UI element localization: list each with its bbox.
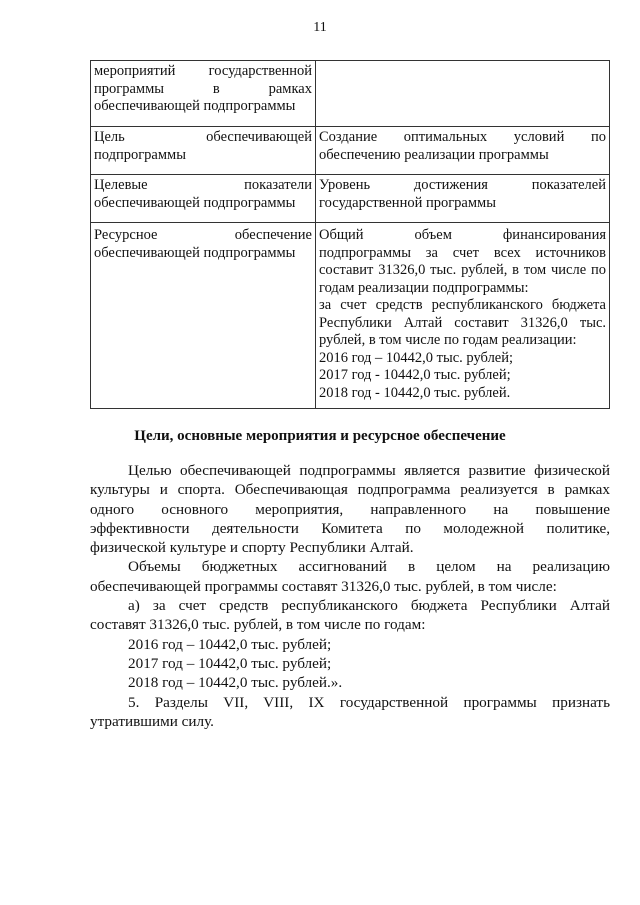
row-value-cell	[316, 61, 610, 127]
year-amount-line: 2018 год – 10442,0 тыс. рублей.».	[128, 674, 343, 692]
cell-text-line: государственной программы	[319, 194, 496, 211]
table-row	[91, 223, 610, 409]
row-label-cell	[91, 175, 316, 223]
row-label-cell	[91, 127, 316, 175]
cell-text-line: Ресурсное обеспечение	[94, 227, 312, 243]
cell-text-line: составит 31326,0 тыс. рублей, в том числе по	[319, 262, 606, 278]
table-row	[91, 127, 610, 175]
table-row	[91, 61, 610, 127]
paragraph-line: обеспечивающей программы составят 31326,0 тыс. рублей, в том числе:	[90, 577, 557, 595]
row-label-cell	[91, 223, 316, 409]
cell-text-line: годам реализации подпрограммы:	[319, 279, 529, 296]
cell-text-line: 2018 год - 10442,0 тыс. рублей.	[319, 384, 511, 401]
cell-text-line: обеспечивающей подпрограммы	[94, 194, 296, 211]
paragraph-line: культуры и спорта. Обеспечивающая подпрограмма реализуется в рамках	[90, 481, 610, 499]
paragraph-line: 5. Разделы VII, VIII, IX государственной программы признать	[128, 693, 610, 711]
cell-text-line: рублей, в том числе по годам реализации:	[319, 332, 577, 348]
paragraph-line: утратившими силу.	[90, 712, 214, 730]
cell-text-line: 2016 год – 10442,0 тыс. рублей;	[319, 349, 514, 366]
row-value-cell	[316, 127, 610, 175]
cell-text-line: за счет средств республиканского бюджета	[319, 297, 606, 313]
cell-text-line: программы в рамках	[94, 80, 312, 97]
paragraph-line: Объемы бюджетных ассигнований в целом на реализацию	[128, 558, 610, 576]
paragraph-line: а) за счет средств республиканского бюджета Республики Алтай	[128, 597, 610, 615]
cell-text-line: Уровень достижения показателей	[319, 177, 606, 193]
year-amount-line: 2016 год – 10442,0 тыс. рублей;	[128, 635, 332, 653]
cell-text-line: подпрограммы	[94, 146, 186, 163]
cell-text-line: 2017 год - 10442,0 тыс. рублей;	[319, 367, 511, 383]
year-amount-line: 2017 год – 10442,0 тыс. рублей;	[128, 654, 332, 672]
table-row	[91, 175, 610, 223]
row-value-cell	[316, 175, 610, 223]
cell-text-line: обеспечивающей подпрограммы	[94, 244, 296, 261]
paragraph-line: составят 31326,0 тыс. рублей, в том числе по годам:	[90, 616, 426, 634]
cell-text-line: Цель обеспечивающей	[94, 129, 312, 145]
cell-text-line: Республики Алтай составит 31326,0 тыс.	[319, 314, 606, 331]
cell-text-line: обеспечению реализации программы	[319, 146, 549, 163]
body-text	[90, 461, 610, 731]
paragraph-line: физической культуре и спорту Республики Алтай.	[90, 539, 414, 557]
cell-text-line: Общий объем финансирования	[319, 227, 606, 243]
cell-text-line: Целевые показатели	[94, 177, 312, 193]
paragraph-line: Целью обеспечивающей подпрограммы является развитие физической	[128, 462, 610, 479]
paragraph-line: эффективности деятельности Комитета по молодежной политике,	[90, 519, 610, 537]
row-label-cell	[91, 61, 316, 127]
page-number: 11	[313, 20, 327, 35]
row-value-cell	[316, 223, 610, 409]
cell-text-line: обеспечивающей подпрограммы	[94, 98, 296, 114]
cell-text-line: Создание оптимальных условий по	[319, 129, 606, 145]
paragraph-line: одного основного мероприятия, направленного на повышение	[90, 500, 610, 518]
section-title: Цели, основные мероприятия и ресурсное обеспечение	[134, 428, 506, 444]
subprogram-passport-table	[90, 60, 610, 409]
cell-text-line: подпрограммы за счет всех источников	[319, 244, 606, 261]
cell-text-line: мероприятий государственной	[94, 63, 312, 79]
